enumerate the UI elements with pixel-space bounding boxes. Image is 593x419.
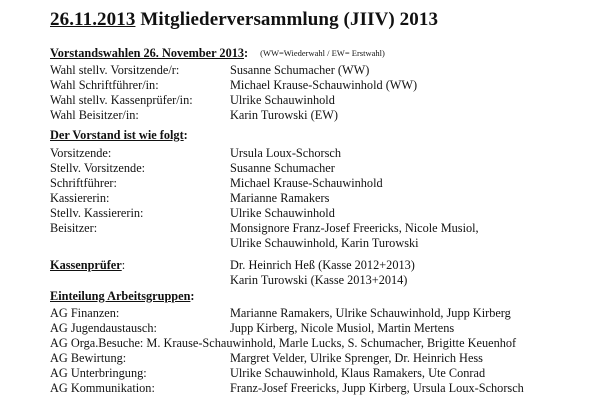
- row-value: Marianne Ramakers: [230, 191, 330, 205]
- row-label: Kassiererin:: [50, 191, 110, 205]
- row-label: Beisitzer:: [50, 221, 98, 235]
- row-label: AG Finanzen:: [50, 306, 120, 320]
- row-label: AG Jugendaustausch:: [50, 321, 157, 335]
- section-heading-wahlen: Vorstandswahlen 26. November 2013: [50, 46, 245, 60]
- row-value: Susanne Schumacher: [230, 161, 335, 175]
- row-value: Ulrike Schauwinhold: [230, 206, 335, 220]
- section-heading-vorstand: Der Vorstand ist wie folgt: [50, 128, 184, 142]
- row-value: Marianne Ramakers, Ulrike Schauwinhold, Jupp Kirberg: [230, 306, 511, 320]
- heading-colon: :: [244, 46, 249, 60]
- heading-colon: :: [121, 258, 126, 272]
- row-label: Vorsitzende:: [50, 146, 112, 160]
- row-label: Wahl stellv. Vorsitzende/r:: [50, 63, 180, 77]
- row-label: Wahl Beisitzer/in:: [50, 108, 139, 122]
- row-value: Franz-Josef Freericks, Jupp Kirberg, Ursula Loux-Schorsch: [230, 381, 524, 395]
- row-label: AG Kommunikation:: [50, 381, 155, 395]
- row-full-text: AG Orga.Besuche: M. Krause-Schauwinhold, Marle Lucks, S. Schumacher, Brigitte Keuenhof: [50, 336, 517, 350]
- row-label: AG Bewirtung:: [50, 351, 127, 365]
- row-label: AG Unterbringung:: [50, 366, 147, 380]
- row-value: Michael Krause-Schauwinhold (WW): [230, 78, 418, 92]
- row-value: Ulrike Schauwinhold, Karin Turowski: [230, 236, 419, 250]
- row-value: Karin Turowski (Kasse 2013+2014): [230, 273, 408, 287]
- row-label: Stellv. Kassiererin:: [50, 206, 144, 220]
- row-value: Ulrike Schauwinhold, Klaus Ramakers, Ute Conrad: [230, 366, 486, 380]
- heading-colon: :: [183, 128, 188, 142]
- row-value: Margret Velder, Ulrike Sprenger, Dr. Heinrich Hess: [230, 351, 483, 365]
- row-label: Stellv. Vorsitzende:: [50, 161, 146, 175]
- row-label: Schriftführer:: [50, 176, 117, 190]
- title-text: Mitgliederversammlung (JIIV) 2013: [140, 9, 439, 30]
- section-heading-kasse: Kassenprüfer: [50, 258, 122, 272]
- row-value: Dr. Heinrich Heß (Kasse 2012+2013): [230, 258, 415, 272]
- row-value: Monsignore Franz-Josef Freericks, Nicole Musiol,: [230, 221, 479, 235]
- row-value: Ursula Loux-Schorsch: [230, 146, 341, 160]
- row-label: Wahl stellv. Kassenprüfer/in:: [50, 93, 193, 107]
- row-value: Susanne Schumacher (WW): [230, 63, 370, 77]
- row-value: Michael Krause-Schauwinhold: [230, 176, 383, 190]
- section-heading-arbeitsgruppen: Einteilung Arbeitsgruppen: [50, 289, 191, 303]
- row-value: Ulrike Schauwinhold: [230, 93, 335, 107]
- row-label: Wahl Schriftführer/in:: [50, 78, 159, 92]
- legend-note: (WW=Wiederwahl / EW= Erstwahl): [260, 48, 385, 58]
- row-value: Jupp Kirberg, Nicole Musiol, Martin Mertens: [230, 321, 455, 335]
- heading-colon: :: [190, 289, 195, 303]
- page-title: [50, 8, 438, 32]
- title-date: 26.11.2013: [50, 9, 136, 30]
- row-value: Karin Turowski (EW): [230, 108, 338, 122]
